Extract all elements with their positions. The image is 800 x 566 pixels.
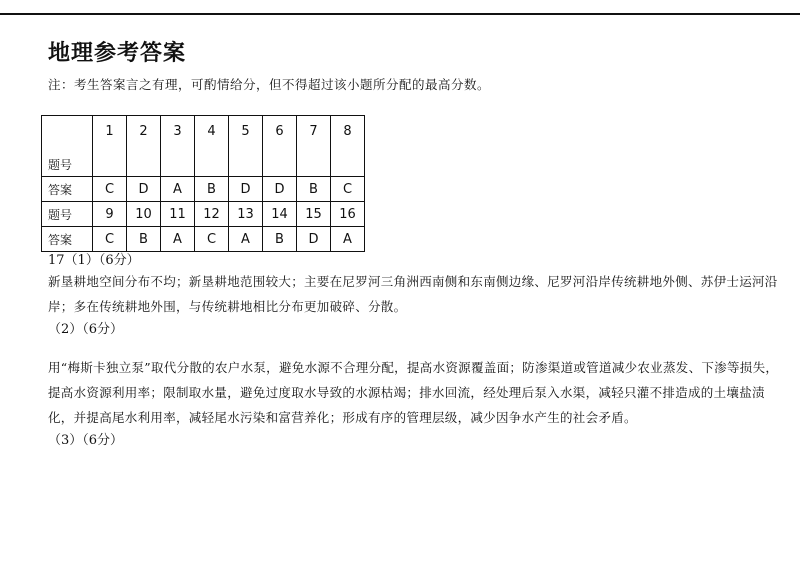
table-cell: 15 xyxy=(297,202,331,227)
table-cell: C xyxy=(93,177,127,202)
table-cell: C xyxy=(195,227,229,252)
table-cell: B xyxy=(195,177,229,202)
question-17-part-3-heading: （3）（6分） xyxy=(48,433,124,448)
answer-table xyxy=(41,115,365,252)
table-row xyxy=(42,202,365,227)
grading-note: 注：考生答案言之有理，可酌情给分，但不得超过该小题所分配的最高分数。 xyxy=(48,77,491,92)
row-head: 题号 xyxy=(42,116,93,177)
table-cell: B xyxy=(297,177,331,202)
table-cell: 6 xyxy=(263,116,297,177)
question-17-part-2-answer: 用“梅斯卡独立泵”取代分散的农户水泵，避免水源不合理分配，提高水资源覆盖面；防渗渠道或管道减少农业蒸发、下渗等损失，提高水资源利用率；限制取水量，避免过度取水导致的水源枯竭；排水回流，经处理后泵入水渠，减轻只灌不排造成的土壤盐渍化，并提高尾水利用率，减轻尾水污染和富营养化；形成有序的管理层级，减少因争水产生的社会矛盾。 xyxy=(48,360,779,425)
table-cell: 10 xyxy=(127,202,161,227)
table-cell: 9 xyxy=(93,202,127,227)
table-cell: 14 xyxy=(263,202,297,227)
table-cell: 13 xyxy=(229,202,263,227)
table-cell: A xyxy=(161,177,195,202)
table-cell: C xyxy=(93,227,127,252)
table-cell: A xyxy=(229,227,263,252)
table-cell: 2 xyxy=(127,116,161,177)
table-row xyxy=(42,177,365,202)
table-cell: 4 xyxy=(195,116,229,177)
spacer xyxy=(48,341,788,355)
top-rule xyxy=(0,13,800,15)
table-cell: 3 xyxy=(161,116,195,177)
question-17-part-1-answer: 新垦耕地空间分布不均；新垦耕地范围较大；主要在尼罗河三角洲西南侧和东南侧边缘、尼罗河沿岸传统耕地外侧、苏伊士运河沿岸；多在传统耕地外围，与传统耕地相比分布更加破碎、分散。 xyxy=(48,274,778,314)
table-cell: B xyxy=(127,227,161,252)
table-cell: 5 xyxy=(229,116,263,177)
table-cell: D xyxy=(127,177,161,202)
answer-document xyxy=(48,36,788,452)
table-cell: D xyxy=(297,227,331,252)
table-cell: 7 xyxy=(297,116,331,177)
table-cell: D xyxy=(229,177,263,202)
row-head: 答案 xyxy=(42,177,93,202)
table-cell: 1 xyxy=(93,116,127,177)
table-cell: D xyxy=(263,177,297,202)
row-head: 答案 xyxy=(42,227,93,252)
table-cell: A xyxy=(331,227,365,252)
table-row xyxy=(42,227,365,252)
table-cell: 12 xyxy=(195,202,229,227)
table-cell: 11 xyxy=(161,202,195,227)
table-cell: 8 xyxy=(331,116,365,177)
table-cell: 16 xyxy=(331,202,365,227)
table-row xyxy=(42,116,365,177)
row-head: 题号 xyxy=(42,202,93,227)
table-cell: C xyxy=(331,177,365,202)
question-17-part-2-heading: （2）（6分） xyxy=(48,322,124,337)
document-title: 地理参考答案 xyxy=(48,41,187,66)
table-cell: A xyxy=(161,227,195,252)
table-cell: B xyxy=(263,227,297,252)
question-17-part-1-heading: 17（1）（6分） xyxy=(48,253,140,268)
